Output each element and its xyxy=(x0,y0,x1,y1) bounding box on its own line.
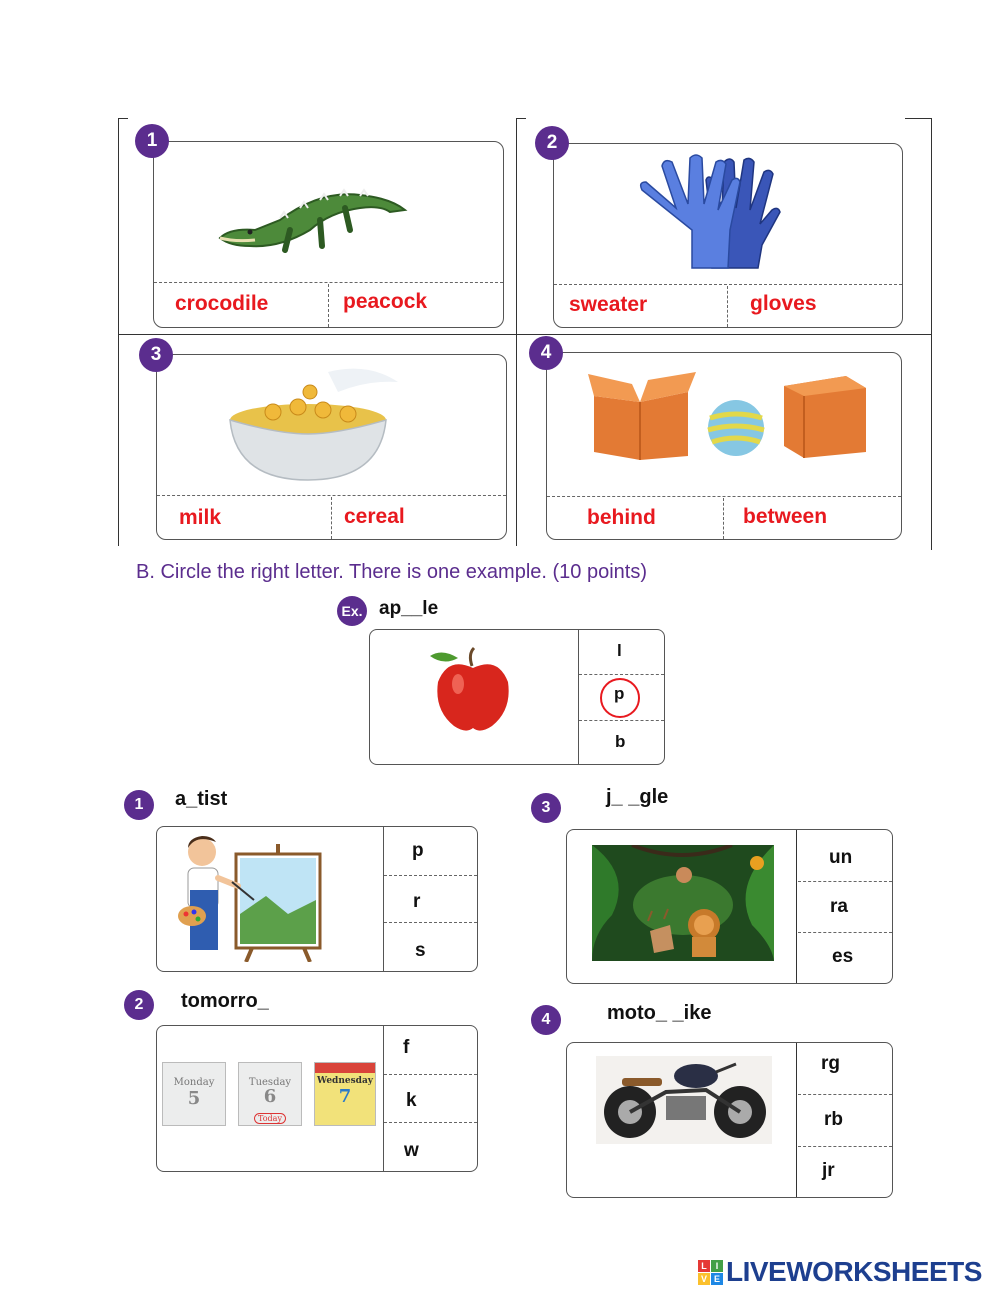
calendar-picture xyxy=(162,1062,376,1128)
question-4-option-rg[interactable]: rg xyxy=(821,1053,840,1074)
logo-badge-e: E xyxy=(711,1273,723,1285)
card-number-3: 3 xyxy=(139,338,173,372)
logo-badge-v: V xyxy=(698,1273,710,1285)
card-number-4: 4 xyxy=(529,336,563,370)
calendar-day-monday: Monday xyxy=(173,1077,215,1088)
question-1-word: a_tist xyxy=(175,788,228,810)
card-2-choice-divider xyxy=(727,286,728,327)
logo-badge-i: I xyxy=(711,1260,723,1272)
question-2-box-divider xyxy=(383,1026,384,1171)
question-3-box-divider xyxy=(796,830,797,983)
grid-line-middle-tick xyxy=(516,118,526,119)
question-1-option-r[interactable]: r xyxy=(413,891,421,912)
question-1-option-s[interactable]: s xyxy=(415,940,426,961)
question-3-option-ra[interactable]: ra xyxy=(830,896,848,917)
question-3-option-un[interactable]: un xyxy=(829,847,853,868)
question-2-option-w[interactable]: w xyxy=(404,1140,419,1161)
calendar-today-tag: Today xyxy=(254,1113,286,1124)
example-option-p[interactable]: p xyxy=(614,684,625,703)
question-3-option-es[interactable]: es xyxy=(832,946,854,967)
question-4-option-divider-1 xyxy=(798,1094,892,1095)
card-2-choice-gloves[interactable]: gloves xyxy=(750,292,817,315)
example-box-divider xyxy=(578,630,579,764)
apple-picture xyxy=(428,644,518,734)
question-number-3: 3 xyxy=(531,793,561,823)
crocodile-picture xyxy=(210,150,410,260)
gloves-picture xyxy=(632,150,782,270)
card-3-choice-cereal[interactable]: cereal xyxy=(344,505,405,528)
question-1-option-divider-1 xyxy=(384,875,477,876)
calendar-page-tuesday xyxy=(238,1062,302,1126)
question-3-word: j_ _gle xyxy=(606,786,669,808)
example-word: ap__le xyxy=(379,598,439,619)
part-b-title: B. Circle the right letter. There is one example. (10 points) xyxy=(136,561,647,583)
question-1-option-p[interactable]: p xyxy=(412,840,424,861)
question-2-option-divider-2 xyxy=(384,1122,477,1123)
calendar-page-wednesday xyxy=(314,1062,376,1126)
calendar-date-7: 7 xyxy=(338,1086,352,1107)
example-option-divider-1 xyxy=(579,674,664,675)
card-number-2: 2 xyxy=(535,126,569,160)
card-1-divider xyxy=(154,282,503,283)
grid-line-middle xyxy=(516,118,517,546)
grid-line-left xyxy=(118,118,119,546)
example-option-divider-2 xyxy=(579,720,664,721)
motorbike-picture xyxy=(596,1056,772,1144)
jungle-picture xyxy=(592,845,774,961)
card-2-divider xyxy=(554,284,902,285)
question-4-option-rb[interactable]: rb xyxy=(824,1109,843,1130)
card-1-choice-crocodile[interactable]: crocodile xyxy=(175,292,269,315)
calendar-date-6: 6 xyxy=(263,1086,277,1107)
card-2-choice-sweater[interactable]: sweater xyxy=(569,293,648,316)
liveworksheets-logo[interactable] xyxy=(698,1257,982,1287)
question-4-option-divider-2 xyxy=(798,1146,892,1147)
calendar-date-5: 5 xyxy=(187,1088,201,1109)
logo-text: LIVEWORKSHEETS xyxy=(726,1256,982,1287)
logo-badge xyxy=(698,1260,723,1285)
ball-between-boxes-picture xyxy=(588,366,868,460)
card-4-choice-behind[interactable]: behind xyxy=(587,506,656,529)
question-number-2: 2 xyxy=(124,990,154,1020)
question-2-option-k[interactable]: k xyxy=(406,1090,417,1111)
grid-line-top-left-tick xyxy=(118,118,128,119)
calendar-day-tuesday: Tuesday xyxy=(248,1077,292,1088)
card-3-divider xyxy=(157,495,506,496)
card-3-choice-milk[interactable]: milk xyxy=(179,506,222,529)
question-3-option-divider-2 xyxy=(798,932,892,933)
card-1-choice-peacock[interactable]: peacock xyxy=(343,290,428,313)
question-1-option-divider-2 xyxy=(384,922,477,923)
grid-line-top-right-tick xyxy=(905,118,932,119)
card-1-choice-divider xyxy=(328,284,329,327)
card-4-divider xyxy=(547,496,901,497)
artist-picture xyxy=(176,834,330,962)
question-2-option-f[interactable]: f xyxy=(403,1037,410,1058)
question-2-word: tomorro_ xyxy=(181,990,269,1012)
card-4-choice-between[interactable]: between xyxy=(743,505,828,528)
card-3-choice-divider xyxy=(331,497,332,539)
example-badge: Ex. xyxy=(337,596,367,626)
question-4-option-jr[interactable]: jr xyxy=(822,1160,835,1181)
example-option-l[interactable]: l xyxy=(617,641,622,660)
question-4-word: moto_ _ike xyxy=(607,1002,712,1024)
calendar-day-wednesday: Wednesday xyxy=(316,1076,374,1086)
question-3-option-divider-1 xyxy=(798,881,892,882)
question-2-option-divider-1 xyxy=(384,1074,477,1075)
question-4-box-divider xyxy=(796,1043,797,1197)
logo-badge-l: L xyxy=(698,1260,710,1272)
question-1-box-divider xyxy=(383,827,384,971)
card-4-choice-divider xyxy=(723,498,724,539)
calendar-page-monday xyxy=(162,1062,226,1126)
example-option-b[interactable]: b xyxy=(615,732,626,751)
grid-line-horizontal xyxy=(118,334,932,335)
question-number-4: 4 xyxy=(531,1005,561,1035)
question-number-1: 1 xyxy=(124,790,154,820)
card-number-1: 1 xyxy=(135,124,169,158)
cereal-bowl-picture xyxy=(218,362,404,484)
